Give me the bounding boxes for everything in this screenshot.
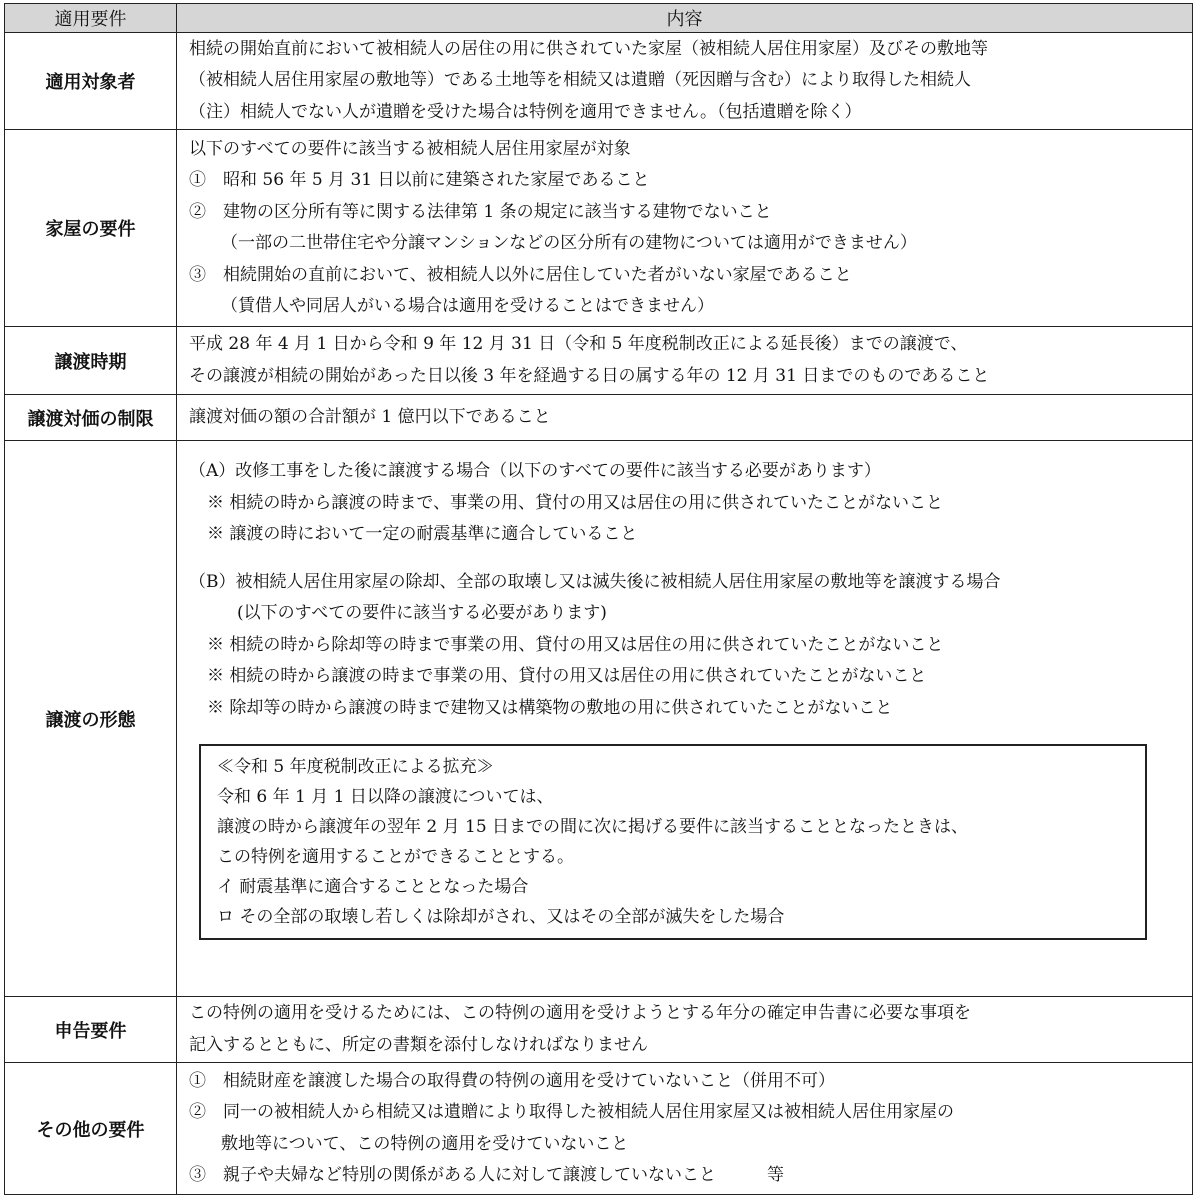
list-item: ① 昭和 56 年 5 月 31 日以前に建築された家屋であること <box>189 170 650 190</box>
list-item: ③ 親子や夫婦など特別の関係がある人に対して譲渡していないこと 等 <box>189 1165 784 1185</box>
case-b-heading: （B）被相続人居住用家屋の除却、全部の取壊し又は滅失後に被相続人居住用家屋の敷地等を譲渡する場合 <box>189 571 1001 592</box>
case-b-note: ※ 相続の時から除却等の時まで事業の用、貸付の用又は居住の用に供されていたことがないこと <box>207 634 944 655</box>
row-content-period <box>177 327 1193 395</box>
table-header-row <box>5 4 1193 33</box>
list-item-note: （賃借人や同居人がいる場合は適用を受けることはできません） <box>221 296 714 316</box>
row-label-target: 適用対象者 <box>5 33 177 130</box>
list-item: ② 建物の区分所有等に関する法律第 1 条の規定に該当する建物でないこと <box>189 201 772 222</box>
table-row <box>5 327 1193 395</box>
table-row <box>5 33 1193 130</box>
table-row <box>5 395 1193 441</box>
row-content-target <box>177 33 1193 130</box>
amendment-box <box>199 744 1147 940</box>
box-title: ≪令和 5 年度税制改正による拡充≫ <box>217 757 494 777</box>
row-label-house: 家屋の要件 <box>5 130 177 327</box>
row-content-filing <box>177 997 1193 1063</box>
row-label-other: その他の要件 <box>5 1063 177 1195</box>
row-content-other <box>177 1063 1193 1195</box>
text-line: 以下のすべての要件に該当する被相続人居住用家屋が対象 <box>189 138 631 159</box>
text-line: （被相続人居住用家屋の敷地等）である土地等を相続又は遺贈（死因贈与含む）により取得した相続人 <box>189 70 971 91</box>
row-content-house <box>177 130 1193 327</box>
requirements-table <box>4 3 1193 1195</box>
row-label-filing: 申告要件 <box>5 997 177 1063</box>
row-content-form <box>177 441 1193 997</box>
row-label-period: 譲渡時期 <box>5 327 177 395</box>
text-line: 譲渡対価の額の合計額が 1 億円以下であること <box>189 406 551 427</box>
case-b-note: ※ 除却等の時から譲渡の時まで建物又は構築物の敷地の用に供されていたことがないこと <box>207 697 893 718</box>
box-line: この特例を適用することができることとする。 <box>217 847 574 867</box>
row-label-form: 譲渡の形態 <box>5 441 177 997</box>
box-line: ロ その全部の取壊し若しくは除却がされ、又はその全部が滅失をした場合 <box>217 907 785 927</box>
case-a-heading: （A）改修工事をした後に譲渡する場合（以下のすべての要件に該当する必要があります） <box>189 461 881 481</box>
case-b-subheading: (以下のすべての要件に該当する必要があります) <box>237 603 607 623</box>
case-a-note: ※ 相続の時から譲渡の時まで、事業の用、貸付の用又は居住の用に供されていたことがないこと <box>207 492 944 513</box>
list-item: ① 相続財産を譲渡した場合の取得費の特例の適用を受けていないこと（併用不可） <box>189 1070 835 1091</box>
table-row <box>5 1063 1193 1195</box>
text-line: この特例の適用を受けるためには、この特例の適用を受けようとする年分の確定申告書に必要な事項を <box>189 1003 971 1023</box>
list-item-continuation: 敷地等について、この特例の適用を受けていないこと <box>221 1133 629 1154</box>
text-line: 平成 28 年 4 月 1 日から令和 9 年 12 月 31 日（令和 5 年度税制改正による延長後）までの譲渡で、 <box>189 334 968 354</box>
text-line: その譲渡が相続の開始があった日以後 3 年を経過する日の属する年の 12 月 31 日までのものであること <box>189 365 990 386</box>
list-item: ③ 相続開始の直前において、被相続人以外に居住していた者がいない家屋であること <box>189 264 852 285</box>
header-content: 内容 <box>177 4 1193 33</box>
text-line: 記入するとともに、所定の書類を添付しなければなりません <box>189 1034 648 1055</box>
box-line: イ 耐震基準に適合することとなった場合 <box>217 877 529 897</box>
table-row <box>5 441 1193 997</box>
header-requirement: 適用要件 <box>5 4 177 33</box>
text-line: （注）相続人でない人が遺贈を受けた場合は特例を適用できません。（包括遺贈を除く） <box>189 101 862 122</box>
list-item: ② 同一の被相続人から相続又は遺贈により取得した被相続人居住用家屋又は被相続人居住用家屋の <box>189 1102 954 1122</box>
box-line: 譲渡の時から譲渡年の翌年 2 月 15 日までの間に次に掲げる要件に該当することとなったときは、 <box>217 817 969 837</box>
case-b-note: ※ 相続の時から譲渡の時まで事業の用、貸付の用又は居住の用に供されていたことがないこと <box>207 666 927 686</box>
table-row <box>5 997 1193 1063</box>
case-a-note: ※ 譲渡の時において一定の耐震基準に適合していること <box>207 524 638 544</box>
row-content-price <box>177 395 1193 441</box>
list-item-note: （一部の二世帯住宅や分譲マンションなどの区分所有の建物については適用ができません） <box>221 233 917 253</box>
box-line: 令和 6 年 1 月 1 日以降の譲渡については、 <box>217 787 554 807</box>
row-label-price: 譲渡対価の制限 <box>5 395 177 441</box>
text-line: 相続の開始直前において被相続人の居住の用に供されていた家屋（被相続人居住用家屋）及びその敷地等 <box>189 38 988 59</box>
table-row <box>5 130 1193 327</box>
